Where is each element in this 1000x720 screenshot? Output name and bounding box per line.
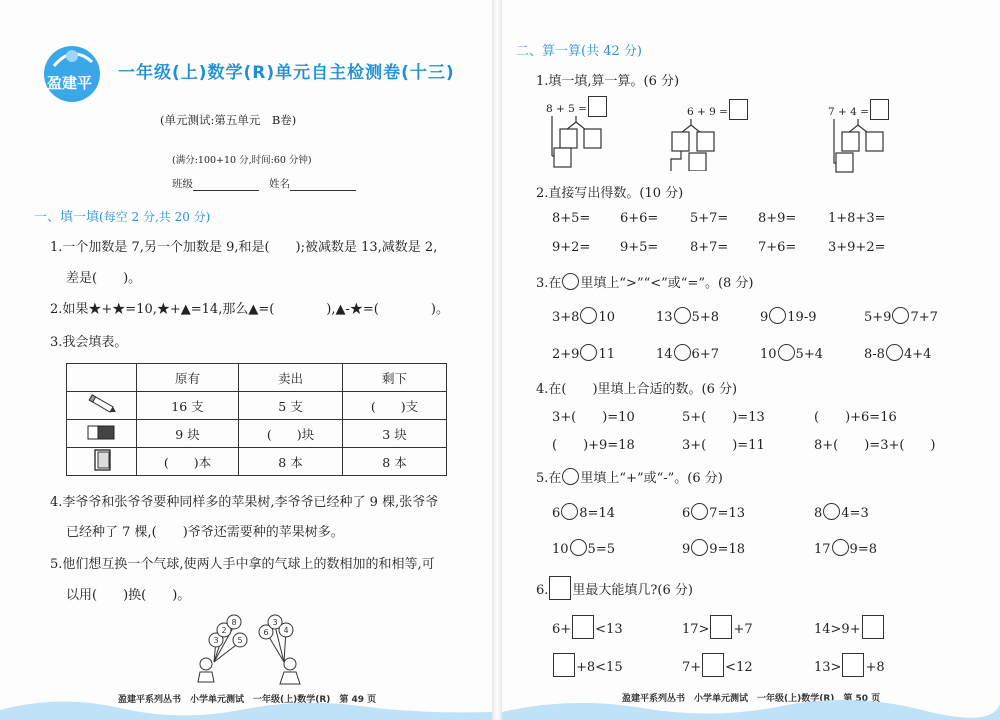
compare-item — [760, 344, 823, 362]
operand: 5=5 — [587, 542, 615, 557]
split-expr: 7 + 4 = — [828, 106, 869, 118]
answer-box[interactable] — [729, 99, 748, 120]
table-cell: 16 支 — [137, 392, 239, 420]
box-item — [814, 653, 885, 677]
operand: 9=8 — [849, 542, 877, 557]
balloon-number: 5 — [237, 636, 243, 645]
page-footer: 盈建平系列丛书 小学单元测试 一年级(上)数学(R) 第 49 页 — [118, 695, 377, 705]
class-field[interactable] — [193, 179, 259, 191]
r-q3-title — [536, 272, 754, 291]
class-label: 班级 — [172, 178, 193, 190]
r-q6-title — [536, 576, 693, 600]
q2-part-b: ★+▲=14,那么 — [156, 302, 249, 317]
answer-circle[interactable] — [892, 307, 909, 324]
compare-left: 10 — [760, 347, 777, 362]
q5-title-b: 里填上“+”或“-”。(6 分) — [580, 471, 723, 486]
calc-item: 1+8+3= — [828, 211, 886, 226]
operand: 17 — [814, 542, 831, 557]
fill-item[interactable]: 3+( )=10 — [552, 410, 635, 425]
calc-item: 3+9+2= — [828, 240, 886, 255]
answer-box[interactable] — [842, 653, 864, 677]
fill-item[interactable]: 5+( )=13 — [682, 410, 765, 425]
page-title: 一年级(上)数学(R)单元自主检测卷(十三) — [118, 63, 455, 83]
answer-circle[interactable] — [580, 307, 597, 324]
compare-left: 13 — [656, 310, 673, 325]
right-page — [502, 0, 1000, 720]
compare-item — [864, 307, 938, 325]
book-gutter — [492, 0, 502, 720]
answer-box[interactable] — [710, 615, 732, 639]
calc-item: 5+7= — [690, 211, 729, 226]
split-lines — [546, 116, 626, 168]
box-item — [552, 615, 623, 639]
table-cell: 3 块 — [343, 420, 447, 448]
split-box[interactable] — [842, 132, 859, 151]
split-diagram — [687, 99, 749, 120]
compare-left: 14 — [656, 347, 673, 362]
name-label: 姓名 — [269, 178, 291, 190]
answer-circle[interactable] — [778, 344, 795, 361]
girl-head — [284, 658, 296, 670]
score-info: (满分:100+10 分,时间:60 分钟) — [172, 155, 312, 166]
box-left: 13> — [814, 660, 842, 675]
table-corner — [67, 364, 137, 392]
section-1-heading — [34, 206, 210, 225]
split-box[interactable] — [697, 132, 714, 151]
q3-title-a: 3.在 — [536, 276, 562, 291]
answer-box[interactable] — [553, 653, 575, 677]
box-left: 6+ — [552, 622, 572, 637]
calc-item: 8+9= — [758, 211, 797, 226]
compare-item — [552, 344, 615, 362]
circle-symbol — [562, 468, 579, 485]
q2-part-a: ★+★=10, — [88, 302, 157, 317]
q2-part-d: ▲-★=( )。 — [335, 302, 449, 317]
box-left: 14>9+ — [814, 622, 861, 637]
answer-circle[interactable] — [580, 344, 597, 361]
calc-item: 9+5= — [620, 240, 659, 255]
answer-box[interactable] — [702, 653, 724, 677]
box-right: +8<15 — [576, 660, 623, 675]
logo-text: 盈建平 — [47, 74, 93, 92]
q2 — [50, 298, 449, 317]
operand: 6 — [682, 506, 691, 521]
answer-circle[interactable] — [823, 503, 840, 520]
notebook-icon — [67, 448, 137, 476]
decorative-waves — [502, 690, 1000, 720]
eraser-icon — [67, 420, 137, 448]
operand: 10 — [552, 542, 569, 557]
compare-left: 3+8 — [552, 310, 580, 325]
table-cell: 8 本 — [343, 448, 447, 476]
r-q5-title — [536, 467, 723, 486]
class-name-row — [172, 176, 356, 191]
q4-line2: 已经种了 7 棵,( )爷爷还需要种的苹果树多。 — [66, 525, 344, 540]
q5-line2: 以用( )换( )。 — [66, 588, 191, 603]
box-item — [814, 615, 885, 639]
table-header: 卖出 — [239, 364, 343, 392]
table-row — [67, 392, 447, 420]
answer-circle[interactable] — [832, 539, 849, 556]
compare-item — [552, 307, 615, 325]
calc-item: 7+6= — [758, 240, 797, 255]
q3-title: 3.我会填表。 — [50, 335, 128, 350]
answer-circle[interactable] — [561, 503, 578, 520]
table-cell: 5 支 — [239, 392, 343, 420]
operand: 7=13 — [709, 506, 745, 521]
boy-head — [200, 658, 212, 670]
inventory-table — [66, 363, 447, 476]
compare-item — [864, 344, 931, 362]
answer-circle[interactable] — [886, 344, 903, 361]
balloon-number: 4 — [283, 626, 289, 635]
q5-line1: 5.他们想互换一个气球,使两人手中拿的气球上的数相加的和相等,可 — [50, 557, 435, 572]
compare-right: 4+4 — [903, 347, 932, 362]
split-expr: 8 + 5 = — [546, 103, 587, 115]
table-header-row — [67, 364, 447, 392]
split-box[interactable] — [584, 129, 601, 148]
q3-title-b: 里填上“>”“<”或“=”。(8 分) — [580, 276, 754, 291]
balloon-number: 2 — [221, 626, 227, 635]
box-right: +8 — [865, 660, 885, 675]
operand: 4=3 — [841, 506, 869, 521]
answer-box[interactable] — [572, 615, 594, 639]
split-box[interactable] — [836, 153, 853, 172]
fill-item[interactable]: 3+( )=11 — [682, 438, 765, 453]
compare-right: 7+7 — [910, 310, 938, 325]
split-box[interactable] — [554, 148, 571, 167]
compare-left: 8-8 — [864, 347, 885, 362]
q4-line1: 4.李爷爷和张爷爷要种同样多的苹果树,李爷爷已经种了 9 棵,张爷爷 — [50, 495, 439, 510]
q2-prefix: 2.如果 — [50, 302, 89, 317]
box-left: 17> — [682, 622, 710, 637]
pencil-icon — [67, 392, 137, 420]
operator-item — [552, 503, 615, 521]
table-header: 原有 — [137, 364, 239, 392]
operand: 8 — [814, 506, 823, 521]
box-item — [552, 653, 623, 677]
split-box[interactable] — [560, 129, 577, 148]
answer-box[interactable] — [870, 99, 889, 120]
balloon-number: 3 — [213, 636, 219, 645]
box-right: <12 — [725, 660, 753, 675]
operator-item — [814, 539, 877, 557]
q6-prefix: 6. — [536, 583, 549, 598]
table-cell[interactable]: ( )块 — [239, 420, 343, 448]
compare-right: 6+7 — [691, 347, 719, 362]
fill-item[interactable]: ( )+6=16 — [814, 410, 897, 425]
compare-left: 9 — [760, 310, 769, 325]
circle-symbol — [562, 273, 579, 290]
split-lines — [828, 119, 908, 173]
compare-right: 10 — [598, 310, 615, 325]
answer-circle[interactable] — [691, 503, 708, 520]
answer-circle[interactable] — [674, 344, 691, 361]
calc-item: 9+2= — [552, 240, 591, 255]
operator-item — [552, 539, 615, 557]
compare-left: 2+9 — [552, 347, 580, 362]
calc-item: 8+5= — [552, 211, 591, 226]
table-cell: 9 块 — [137, 420, 239, 448]
fill-item[interactable]: 8+( )=3+( ) — [814, 438, 936, 453]
compare-item — [656, 344, 719, 362]
box-right: +7 — [733, 622, 753, 637]
table-cell: 8 本 — [239, 448, 343, 476]
operator-item — [682, 539, 745, 557]
answer-circle[interactable] — [674, 307, 691, 324]
box-item — [682, 615, 753, 639]
r-q1-title: 1.填一填,算一算。(6 分) — [536, 74, 680, 89]
compare-right: 11 — [598, 347, 615, 362]
girl-body — [280, 672, 300, 684]
split-box[interactable] — [866, 132, 883, 151]
calc-item: 8+7= — [690, 240, 729, 255]
q5-title-a: 5.在 — [536, 471, 562, 486]
operator-item — [682, 503, 745, 521]
q1-line1: 1.一个加数是 7,另一个加数是 9,和是( );被减数是 13,减数是 2, — [50, 240, 438, 255]
operand: 9 — [682, 542, 691, 557]
section-2-heading: 二、算一算(共 42 分) — [516, 44, 642, 59]
split-diagram — [546, 96, 608, 117]
answer-circle[interactable] — [570, 539, 587, 556]
section-1-note: (每空 2 分,共 20 分) — [99, 210, 211, 224]
operator-item — [814, 503, 869, 521]
compare-left: 5+9 — [864, 310, 892, 325]
left-page — [0, 0, 492, 720]
compare-right: 5+4 — [795, 347, 823, 362]
answer-box[interactable] — [862, 615, 884, 639]
balloon-number: 8 — [231, 618, 237, 627]
q2-part-c: ▲=( ), — [248, 302, 336, 317]
box-symbol — [549, 576, 571, 600]
operand: 6 — [552, 506, 561, 521]
q1-line2: 差是( )。 — [66, 271, 142, 286]
page-footer: 盈建平系列丛书 小学单元测试 一年级(上)数学(R) 第 50 页 — [622, 694, 881, 704]
compare-right: 19-9 — [787, 310, 817, 325]
table-row — [67, 448, 447, 476]
calc-item: 6+6= — [620, 211, 659, 226]
r-q2-title: 2.直接写出得数。(10 分) — [536, 186, 684, 201]
compare-item — [760, 307, 817, 325]
r-q4-title: 4.在( )里填上合适的数。(6 分) — [536, 382, 738, 397]
table-cell[interactable]: ( )本 — [137, 448, 239, 476]
name-field[interactable] — [290, 179, 356, 191]
table-cell[interactable]: ( )支 — [343, 392, 447, 420]
decorative-waves — [0, 690, 492, 720]
answer-circle[interactable] — [769, 307, 786, 324]
answer-box[interactable] — [588, 96, 607, 117]
compare-item — [656, 307, 719, 325]
split-box[interactable] — [672, 132, 689, 151]
box-item — [682, 653, 753, 677]
answer-circle[interactable] — [691, 539, 708, 556]
children-balloons-illustration — [186, 612, 316, 688]
section-1-title: 一、填一填 — [34, 210, 100, 225]
balloon-number: 3 — [272, 618, 278, 627]
operand: 9=18 — [709, 542, 745, 557]
split-diagram — [828, 99, 890, 120]
fill-item[interactable]: ( )+9=18 — [552, 438, 635, 453]
split-box[interactable] — [689, 153, 706, 171]
box-left: 7+ — [682, 660, 702, 675]
box-right: <13 — [595, 622, 623, 637]
balloon-number: 6 — [263, 628, 269, 637]
operand: 8=14 — [579, 506, 615, 521]
q6-title: 里最大能填几?(6 分) — [572, 583, 693, 598]
split-expr: 6 + 9 = — [687, 106, 728, 118]
table-header: 剩下 — [343, 364, 447, 392]
table-row — [67, 420, 447, 448]
subtitle: (单元测试:第五单元 B卷) — [160, 113, 297, 127]
split-lines — [667, 119, 767, 171]
compare-right: 5+8 — [691, 310, 719, 325]
boy-body — [198, 672, 214, 682]
